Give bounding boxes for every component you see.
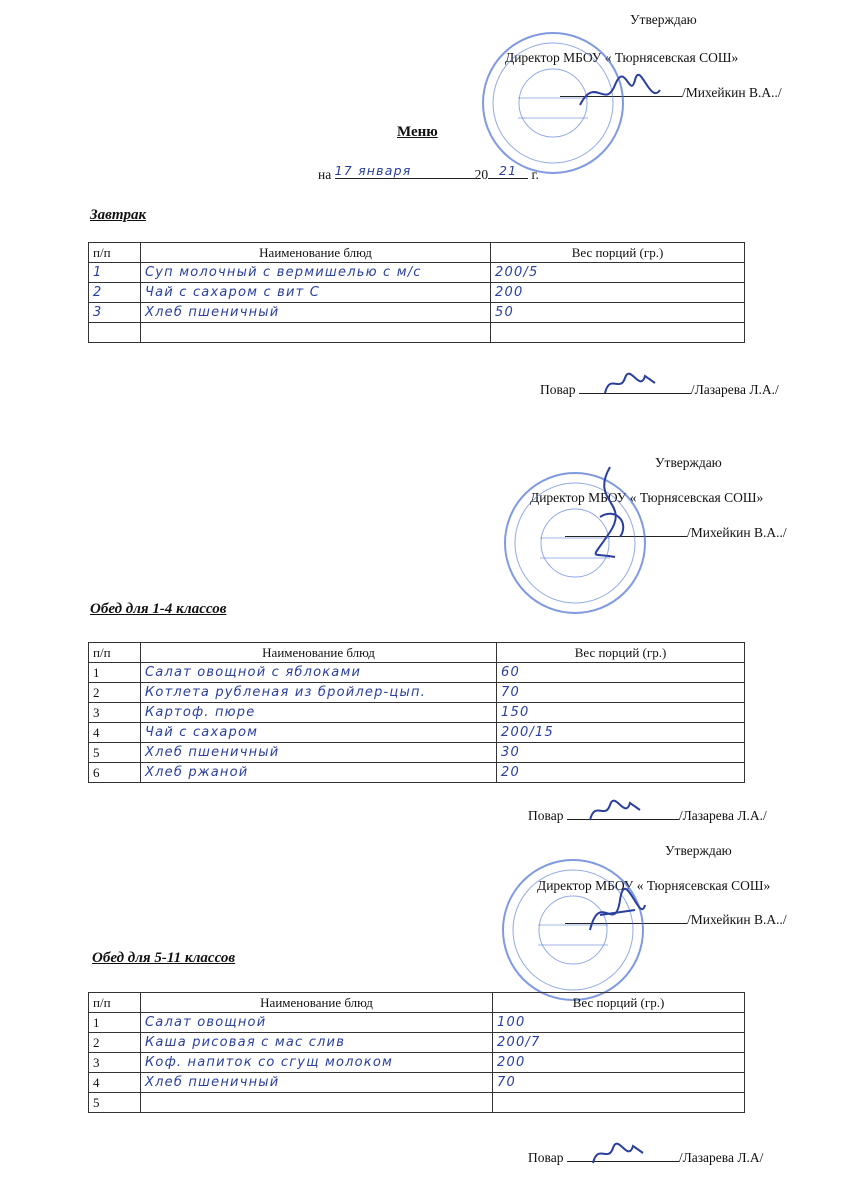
- row-num: 4: [89, 723, 141, 743]
- row-num: 3: [89, 303, 141, 323]
- row-weight: 200/15: [497, 723, 745, 743]
- row-num: [89, 323, 141, 343]
- cook-name: /Лазарева Л.А/: [678, 1150, 764, 1165]
- director-name: /Михейкин В.А../: [682, 85, 782, 100]
- row-name: Салат овощной с яблоками: [141, 663, 497, 683]
- row-weight: 200/7: [493, 1033, 745, 1053]
- row-name: Хлеб пшеничный: [141, 1073, 493, 1093]
- row-num: 2: [89, 1033, 141, 1053]
- table-row: [89, 263, 745, 283]
- table-row: [89, 303, 745, 323]
- director-label: Директор МБОУ « Тюрнясевская СОШ»: [530, 490, 764, 505]
- col-name: Наименование блюд: [141, 993, 493, 1013]
- director-signature-line: [565, 912, 787, 928]
- row-weight: 20: [497, 763, 745, 783]
- lunch-1-4-table: [88, 642, 745, 783]
- row-weight: 200: [491, 283, 745, 303]
- director-name: /Михейкин В.А../: [687, 912, 787, 927]
- date-year-suffix: 21: [488, 163, 528, 179]
- table-row: [89, 1033, 745, 1053]
- col-weight: Вес порций (гр.): [497, 643, 745, 663]
- row-num: 1: [89, 663, 141, 683]
- col-weight: Вес порций (гр.): [493, 993, 745, 1013]
- table-row: [89, 663, 745, 683]
- cook-name: /Лазарева Л.А./: [678, 808, 767, 823]
- row-weight: 200/5: [491, 263, 745, 283]
- row-name: Хлеб ржаной: [141, 763, 497, 783]
- table-row: [89, 1093, 745, 1113]
- row-name: Чай с сахаром: [141, 723, 497, 743]
- row-weight: [493, 1093, 745, 1113]
- col-weight: Вес порций (гр.): [491, 243, 745, 263]
- table-header-row: [89, 993, 745, 1013]
- row-num: 5: [89, 1093, 141, 1113]
- table-row: [89, 283, 745, 303]
- cook-signature-line: [528, 808, 767, 824]
- row-weight: 150: [497, 703, 745, 723]
- menu-title: Меню: [397, 124, 438, 140]
- row-num: 2: [89, 683, 141, 703]
- cook-name: /Лазарева Л.А./: [690, 382, 779, 397]
- breakfast-heading: Завтрак: [90, 207, 147, 223]
- approve-label: Утверждаю: [655, 455, 722, 470]
- date-year-prefix: 20: [474, 167, 489, 182]
- row-weight: 70: [497, 683, 745, 703]
- row-name: Чай с сахаром с вит С: [141, 283, 491, 303]
- row-name: Коф. напиток со сгущ молоком: [141, 1053, 493, 1073]
- row-name: Хлеб пшеничный: [141, 303, 491, 323]
- row-name: Суп молочный с вермишелью с м/с: [141, 263, 491, 283]
- table-row: [89, 763, 745, 783]
- row-name: Хлеб пшеничный: [141, 743, 497, 763]
- row-name: Салат овощной: [141, 1013, 493, 1033]
- director-signature-line: [565, 525, 787, 541]
- row-name: [141, 323, 491, 343]
- row-name: Котлета рубленая из бройлер-цып.: [141, 683, 497, 703]
- lunch-5-11-heading: Обед для 5-11 классов: [92, 950, 236, 966]
- cook-label: Повар: [528, 1150, 564, 1165]
- col-name: Наименование блюд: [141, 643, 497, 663]
- table-row: [89, 323, 745, 343]
- table-row: [89, 743, 745, 763]
- row-num: 5: [89, 743, 141, 763]
- table-header-row: [89, 243, 745, 263]
- approve-label: Утверждаю: [630, 12, 697, 27]
- table-header-row: [89, 643, 745, 663]
- table-row: [89, 1013, 745, 1033]
- row-name: [141, 1093, 493, 1113]
- lunch-1-4-heading: Обед для 1-4 классов: [90, 601, 227, 617]
- director-name: /Михейкин В.А../: [687, 525, 787, 540]
- director-label: Директор МБОУ « Тюрнясевская СОШ»: [537, 878, 771, 893]
- row-weight: [491, 323, 745, 343]
- col-num: п/п: [89, 993, 141, 1013]
- lunch-5-11-table: [88, 992, 745, 1113]
- col-num: п/п: [89, 243, 141, 263]
- row-weight: 30: [497, 743, 745, 763]
- table-row: [89, 703, 745, 723]
- table-row: [89, 1053, 745, 1073]
- row-name: Картоф. пюре: [141, 703, 497, 723]
- row-num: 1: [89, 263, 141, 283]
- date-day-month: 17 января: [335, 163, 475, 179]
- row-num: 4: [89, 1073, 141, 1093]
- row-weight: 100: [493, 1013, 745, 1033]
- approve-label: Утверждаю: [665, 843, 732, 858]
- date-suffix: г.: [531, 167, 539, 182]
- director-label: Директор МБОУ « Тюрнясевская СОШ»: [505, 50, 739, 65]
- cook-signature-line: [540, 382, 779, 398]
- table-row: [89, 723, 745, 743]
- row-weight: 50: [491, 303, 745, 323]
- director-signature: [580, 462, 640, 562]
- col-num: п/п: [89, 643, 141, 663]
- date-line: [318, 163, 539, 183]
- row-weight: 60: [497, 663, 745, 683]
- row-num: 1: [89, 1013, 141, 1033]
- row-num: 2: [89, 283, 141, 303]
- table-row: [89, 683, 745, 703]
- row-name: Каша рисовая с мас слив: [141, 1033, 493, 1053]
- cook-signature-line: [528, 1150, 763, 1166]
- row-num: 3: [89, 1053, 141, 1073]
- cook-label: Повар: [528, 808, 564, 823]
- date-prefix: на: [318, 167, 332, 182]
- row-num: 6: [89, 763, 141, 783]
- row-num: 3: [89, 703, 141, 723]
- col-name: Наименование блюд: [141, 243, 491, 263]
- row-weight: 200: [493, 1053, 745, 1073]
- row-weight: 70: [493, 1073, 745, 1093]
- breakfast-table: [88, 242, 745, 343]
- cook-label: Повар: [540, 382, 576, 397]
- table-row: [89, 1073, 745, 1093]
- director-signature-line: [560, 85, 782, 101]
